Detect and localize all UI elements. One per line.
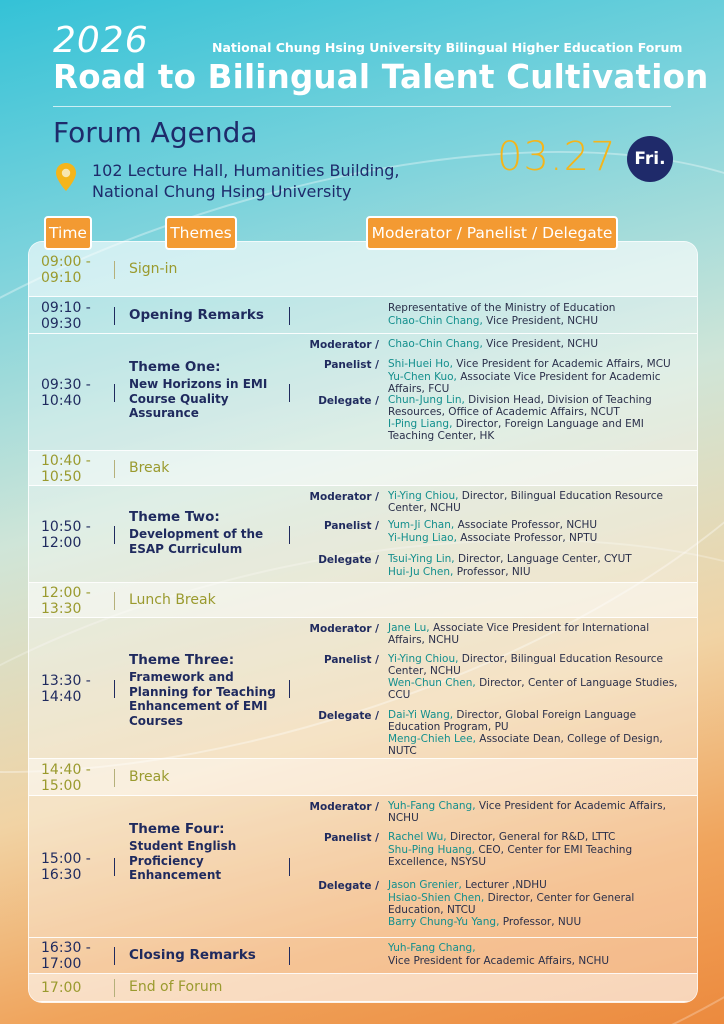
agenda-row (29, 938, 697, 974)
header-divider (53, 106, 671, 107)
person-entry (388, 801, 688, 824)
column-header-time: Time (44, 216, 92, 250)
time-start: 16:30 - (41, 940, 91, 956)
time-slot (41, 762, 111, 794)
person-name: Yi-Ying Chiou, (388, 490, 459, 502)
person-affiliation: CEO, Center for EMI Teaching Excellence, NSYSU (388, 844, 633, 868)
person-affiliation: Professor, NUU (499, 916, 582, 928)
time-slot (41, 585, 111, 617)
person-name: I-Ping Liang, (388, 418, 453, 430)
time-start: 13:30 - (41, 672, 91, 689)
time-end: 09:30 (41, 315, 82, 332)
person-entry (388, 845, 688, 868)
person-name: Tsui-Ying Lin, (388, 553, 455, 565)
theme-subtitle: Framework and Planning for Teaching Enhancement of EMI Courses (129, 670, 276, 728)
person-name: Hui-Ju Chen, (388, 566, 454, 578)
person-name: Yuh-Fang Chang, (388, 942, 476, 954)
person-entry (388, 710, 688, 733)
person-affiliation: Director, General for R&D, LTTC (446, 831, 616, 843)
time-start: 09:10 - (41, 299, 91, 316)
role-label: Panelist / (323, 359, 379, 371)
role-label: Delegate / (318, 710, 379, 722)
person-name: Yi-Hung Liao, (388, 532, 457, 544)
person-affiliation: Representative of the Ministry of Education (388, 301, 616, 314)
person-affiliation: Professor, NIU (453, 566, 531, 578)
person-name: Barry Chung-Yu Yang, (388, 916, 500, 928)
person-name: Chao-Chin Chang, (388, 314, 483, 327)
person-entry (388, 654, 688, 677)
theme-title: Theme Two: (129, 509, 220, 525)
person-affiliation: Vice President for Academic Affairs, MCU (452, 358, 671, 370)
person-name: Jason Grenier, (388, 879, 462, 891)
theme-subtitle: New Horizons in EMI Course Quality Assurance (129, 377, 268, 420)
person-entry (388, 533, 688, 545)
agenda-row (29, 583, 697, 618)
person-affiliation: Director, Bilingual Education Resource Center, NCHU (388, 653, 664, 677)
session-theme: Opening Remarks (129, 306, 264, 323)
theme-title: Theme Three: (129, 652, 235, 668)
theme-subtitle: Student English Proficiency Enhancement (129, 839, 237, 882)
person-entry (388, 956, 688, 968)
person-name: Dai-Yi Wang, (388, 709, 454, 721)
time-start: 12:00 - (41, 584, 91, 601)
time-start: 10:50 - (41, 518, 91, 535)
row-divider (114, 680, 115, 698)
session-theme: Sign-in (129, 260, 178, 277)
person-name: Rachel Wu, (388, 831, 447, 843)
person-entry (388, 623, 688, 646)
agenda-row (29, 759, 697, 796)
person-affiliation: Lecturer ,NDHU (461, 879, 547, 891)
person-affiliation: Director, Language Center, CYUT (454, 553, 632, 565)
session-theme: Lunch Break (129, 591, 216, 608)
person-affiliation: Director, Bilingual Education Resource Center, NCHU (388, 490, 664, 514)
agenda-table (28, 241, 698, 1003)
time-end: 13:30 (41, 600, 82, 617)
person-entry (388, 316, 688, 328)
person-affiliation: Associate Professor, NCHU (454, 519, 598, 531)
time-start: 09:00 - (41, 253, 91, 270)
agenda-title: Forum Agenda (53, 116, 258, 149)
session-theme: Break (129, 459, 170, 476)
time-end: 17:00 (41, 956, 82, 972)
row-divider (114, 460, 115, 478)
person-entry (388, 339, 688, 351)
time-slot (41, 377, 111, 409)
agenda-row (29, 451, 697, 486)
time-slot (41, 673, 111, 705)
role-label: Moderator / (309, 491, 379, 503)
day-badge: Fri. (627, 136, 673, 182)
person-affiliation: Director, Foreign Language and EMI Teaching Center, HK (388, 418, 644, 442)
session-theme: Break (129, 768, 170, 785)
time-end: 12:00 (41, 534, 82, 551)
agenda-row (29, 618, 697, 759)
session-theme: End of Forum (129, 979, 223, 995)
person-entry (388, 419, 688, 442)
person-entry (388, 832, 688, 844)
row-divider (114, 979, 115, 997)
person-affiliation: Director, Center for General Education, NTCU (388, 892, 635, 916)
role-label: Panelist / (323, 520, 379, 532)
role-label: Delegate / (318, 880, 379, 892)
person-affiliation: Director, Center of Language Studies, CCU (388, 677, 678, 701)
time-end: 15:00 (41, 777, 82, 794)
person-entry (388, 734, 688, 757)
person-affiliation: Associate Dean, College of Design, NUTC (388, 733, 663, 757)
row-divider (114, 858, 115, 876)
person-affiliation: Vice President, NCHU (482, 338, 599, 350)
venue (92, 160, 400, 202)
agenda-row (29, 242, 697, 297)
person-entry (388, 359, 688, 371)
time-start: 17:00 (41, 980, 82, 996)
event-date: 03.27 (497, 134, 617, 180)
time-slot (41, 254, 111, 286)
time-end: 09:10 (41, 269, 82, 286)
person-name: Chao-Chin Chang, (388, 338, 483, 350)
row-divider (114, 526, 115, 544)
person-affiliation: Vice President for Academic Affairs, NCHU (388, 955, 610, 967)
forum-name: National Chung Hsing University Bilingual Higher Education Forum (212, 40, 683, 55)
theme-subtitle: Development of the ESAP Curriculum (129, 527, 264, 556)
row-divider (289, 307, 290, 325)
person-entry (388, 491, 688, 514)
time-end: 10:40 (41, 392, 82, 409)
role-label: Delegate / (318, 395, 379, 407)
location-pin-icon (55, 162, 77, 192)
time-slot (41, 300, 111, 332)
time-start: 14:40 - (41, 761, 91, 778)
role-label: Panelist / (323, 654, 379, 666)
agenda-row (29, 297, 697, 334)
person-entry (388, 567, 688, 579)
person-entry (388, 372, 688, 395)
person-entry (388, 678, 688, 701)
time-slot (41, 940, 111, 972)
theme-title: Theme One: (129, 359, 221, 375)
person-name: Yu-Chen Kuo, (388, 371, 457, 383)
row-divider (114, 592, 115, 610)
role-label: Moderator / (309, 339, 379, 351)
row-divider (114, 384, 115, 402)
person-affiliation: Associate Vice President for International Affairs, NCHU (388, 622, 650, 646)
time-start: 10:40 - (41, 452, 91, 469)
time-end: 10:50 (41, 468, 82, 485)
time-end: 16:30 (41, 867, 82, 883)
row-divider (114, 947, 115, 965)
person-entry (388, 520, 688, 532)
person-entry (388, 880, 688, 892)
person-entry (388, 943, 688, 955)
person-entry (388, 395, 688, 418)
time-slot (41, 453, 111, 485)
role-label: Panelist / (323, 832, 379, 844)
person-affiliation: Vice President, NCHU (482, 314, 599, 327)
time-slot (41, 980, 111, 996)
person-entry (388, 893, 688, 916)
session-theme: Closing Remarks (129, 947, 256, 963)
agenda-row (29, 486, 697, 583)
person-name: Hsiao-Shien Chen, (388, 892, 485, 904)
person-name: Yum-Ji Chan, (388, 519, 455, 531)
person-entry (388, 554, 688, 566)
venue-line-1: 102 Lecture Hall, Humanities Building, (92, 161, 400, 180)
column-header-themes: Themes (165, 216, 237, 250)
person-name: Yuh-Fang Chang, (388, 800, 476, 812)
row-divider (289, 947, 290, 965)
person-affiliation: Associate Professor, NPTU (456, 532, 598, 544)
time-start: 15:00 - (41, 851, 91, 867)
person-affiliation: Director, Global Foreign Language Education Program, PU (388, 709, 637, 733)
column-header-people: Moderator / Panelist / Delegate (366, 216, 618, 250)
row-divider (289, 680, 290, 698)
row-divider (114, 261, 115, 279)
row-divider (114, 307, 115, 325)
event-year: 2026 (53, 20, 149, 61)
person-name: Jane Lu, (388, 622, 430, 634)
time-end: 14:40 (41, 688, 82, 705)
theme-title: Theme Four: (129, 821, 225, 837)
role-label: Moderator / (309, 801, 379, 813)
agenda-row (29, 974, 697, 1002)
page-title: Road to Bilingual Talent Cultivation (53, 58, 709, 96)
time-slot (41, 519, 111, 551)
person-name: Chun-Jung Lin, (388, 394, 465, 406)
person-name: Wen-Chun Chen, (388, 677, 476, 689)
role-label: Moderator / (309, 623, 379, 635)
role-label: Delegate / (318, 554, 379, 566)
person-affiliation: Division Head, Division of Teaching Resources, Office of Academic Affairs, NCUT (388, 394, 652, 418)
agenda-row (29, 796, 697, 938)
venue-line-2: National Chung Hsing University (92, 182, 352, 201)
row-divider (289, 858, 290, 876)
person-name: Meng-Chieh Lee, (388, 733, 476, 745)
agenda-row (29, 334, 697, 451)
person-name: Shu-Ping Huang, (388, 844, 476, 856)
time-start: 09:30 - (41, 376, 91, 393)
person-name: Shi-Huei Ho, (388, 358, 453, 370)
person-entry (388, 917, 688, 929)
person-name: Yi-Ying Chiou, (388, 653, 459, 665)
row-divider (114, 769, 115, 787)
person-affiliation: Associate Vice President for Academic Affairs, FCU (388, 371, 661, 395)
time-slot (41, 851, 111, 883)
person-affiliation: Vice President for Academic Affairs, NCHU (388, 800, 666, 824)
person-entry (388, 303, 688, 315)
